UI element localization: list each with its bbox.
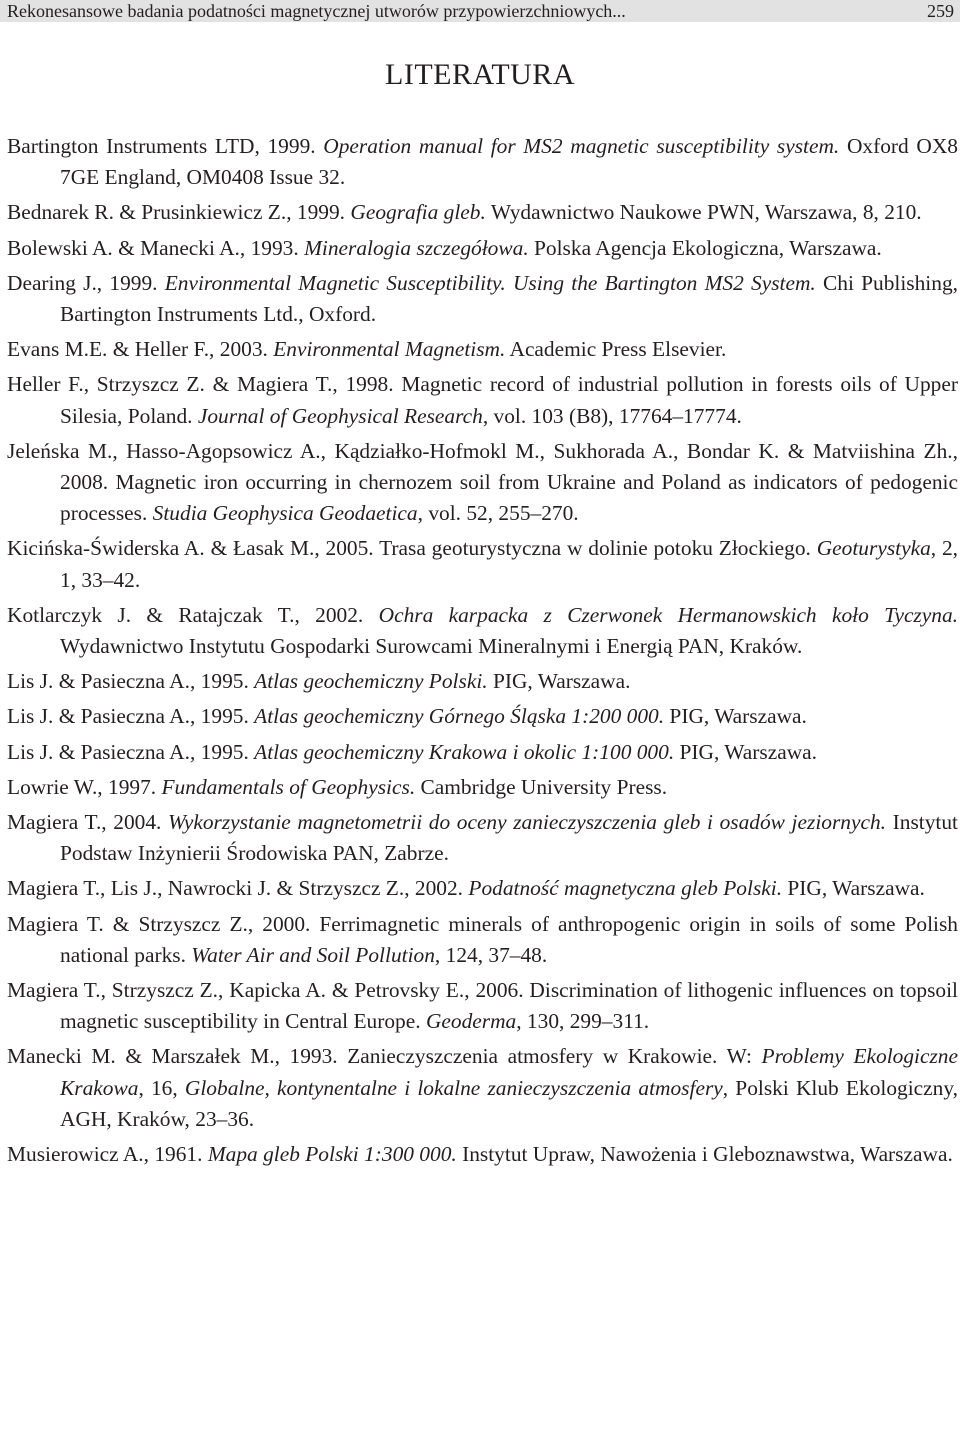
reference-text: Jeleńska M., Hasso-Agopsowicz A., Kądziałko-Hofmokl M., Sukhorada A., Bondar K. & Matviishina Zh., 2008. Magnetic iron occurring in chernozem soil from Ukraine and Poland as indicators of pedogenic processes. bbox=[7, 438, 958, 526]
reference-entry bbox=[7, 131, 958, 193]
reference-text: Instytut Upraw, Nawożenia i Gleboznawstwa, Warszawa. bbox=[456, 1142, 953, 1167]
reference-text: Magiera T., Lis J., Nawrocki J. & Strzyszcz Z., 2002. bbox=[7, 876, 469, 901]
reference-italic-text: Geoturystyka bbox=[816, 536, 931, 561]
reference-text: Lowrie W., 1997. bbox=[7, 774, 162, 799]
reference-text: , vol. 103 (B8), 17764–17774. bbox=[482, 403, 742, 428]
reference-entry bbox=[7, 268, 958, 330]
reference-text: Lis J. & Pasieczna A., 1995. bbox=[7, 739, 255, 764]
reference-text: Polska Agencja Ekologiczna, Warszawa. bbox=[528, 235, 882, 260]
reference-italic-text: Atlas geochemiczny Polski. bbox=[254, 669, 488, 694]
reference-entry bbox=[7, 1139, 958, 1170]
reference-italic-text: Journal of Geophysical Research bbox=[197, 403, 483, 428]
reference-text: Lis J. & Pasieczna A., 1995. bbox=[7, 704, 255, 729]
reference-entry bbox=[7, 873, 958, 904]
reference-italic-text: Atlas geochemiczny Krakowa i okolic 1:100 000. bbox=[254, 739, 675, 764]
reference-text: , 2, 1, 33–42. bbox=[60, 536, 958, 592]
reference-text: Lis J. & Pasieczna A., 1995. bbox=[7, 669, 255, 694]
reference-italic-text: Fundamentals of Geophysics. bbox=[161, 774, 416, 799]
reference-text: PIG, Warszawa. bbox=[664, 704, 807, 729]
reference-text: Instytut Podstaw Inżynierii Środowiska PAN, Zabrze. bbox=[60, 810, 958, 866]
reference-text: PIG, Warszawa. bbox=[782, 876, 925, 901]
reference-italic-text: Geografia gleb. bbox=[350, 200, 486, 225]
reference-italic-text: Environmental Magnetism. bbox=[273, 337, 506, 362]
reference-text: Musierowicz A., 1961. bbox=[7, 1142, 208, 1167]
running-title: Rekonesansowe badania podatności magnetycznej utworów przypowierzchniowych... bbox=[7, 1, 626, 21]
reference-italic-text: Studia Geophysica Geodaetica bbox=[152, 501, 418, 526]
reference-entry bbox=[7, 533, 958, 595]
reference-text: Kotlarczyk J. & Ratajczak T., 2002. bbox=[7, 602, 379, 627]
page-number: 259 bbox=[927, 1, 954, 21]
reference-italic-text: Environmental Magnetic Susceptibility. Using the Bartington MS2 System. bbox=[164, 270, 816, 295]
reference-text: Bartington Instruments LTD, 1999. bbox=[7, 134, 324, 158]
section-title: LITERATURA bbox=[385, 58, 575, 91]
reference-text: Cambridge University Press. bbox=[415, 774, 668, 799]
reference-entry bbox=[7, 600, 958, 662]
reference-entry bbox=[7, 233, 958, 264]
reference-italic-text: Ochra karpacka z Czerwonek Hermanowskich koło Tyczyna. bbox=[378, 602, 958, 627]
reference-entry bbox=[7, 909, 958, 971]
reference-text: PIG, Warszawa. bbox=[487, 669, 631, 694]
reference-entry bbox=[7, 197, 958, 228]
reference-text: , 124, 37–48. bbox=[434, 942, 548, 967]
reference-entry bbox=[7, 772, 958, 803]
reference-entry bbox=[7, 1041, 958, 1135]
reference-italic-text: Mapa gleb Polski 1:300 000. bbox=[207, 1142, 457, 1167]
reference-text: Dearing J., 1999. bbox=[7, 270, 165, 295]
reference-text: Evans M.E. & Heller F., 2003. bbox=[7, 337, 274, 362]
reference-entry bbox=[7, 737, 958, 768]
reference-text: Bednarek R. & Prusinkiewicz Z., 1999. bbox=[7, 200, 351, 225]
reference-text: Magiera T., Strzyszcz Z., Kapicka A. & Petrovsky E., 2006. Discrimination of lithogenic influences on topsoil magnetic susceptibility in Central Europe. bbox=[7, 978, 958, 1034]
reference-text: PIG, Warszawa. bbox=[674, 739, 817, 764]
reference-text: Magiera T., 2004. bbox=[7, 810, 168, 835]
reference-entry bbox=[7, 436, 958, 530]
reference-text: , Polski Klub Ekologiczny, AGH, Kraków, 23–36. bbox=[60, 1075, 958, 1131]
reference-entry bbox=[7, 334, 958, 365]
reference-italic-text: Wykorzystanie magnetometrii do oceny zanieczyszczenia gleb i osadów jeziornych. bbox=[168, 810, 887, 835]
reference-entry bbox=[7, 369, 958, 431]
reference-text: Heller F., Strzyszcz Z. & Magiera T., 1998. Magnetic record of industrial pollution in forests oils of Upper Silesia, Poland. bbox=[7, 372, 958, 428]
reference-text: , 16, bbox=[138, 1075, 185, 1100]
reference-text: Magiera T. & Strzyszcz Z., 2000. Ferrimagnetic minerals of anthropogenic origin in soils of some Polish national parks. bbox=[7, 911, 958, 967]
reference-italic-text: Mineralogia szczegółowa. bbox=[304, 235, 529, 260]
reference-italic-text: Globalne, kontynentalne i lokalne zanieczyszczenia atmosfery bbox=[184, 1075, 723, 1100]
reference-italic-text: Atlas geochemiczny Górnego Śląska 1:200 000. bbox=[254, 704, 665, 729]
reference-italic-text: Water Air and Soil Pollution bbox=[191, 942, 435, 967]
reference-italic-text: Podatność magnetyczna gleb Polski. bbox=[468, 876, 783, 901]
reference-entry bbox=[7, 701, 958, 732]
reference-italic-text: Operation manual for MS2 magnetic susceptibility system. bbox=[323, 134, 840, 158]
running-header bbox=[0, 0, 960, 22]
reference-text: Wydawnictwo Naukowe PWN, Warszawa, 8, 210. bbox=[485, 200, 922, 225]
reference-list bbox=[7, 131, 958, 1174]
reference-text: Wydawnictwo Instytutu Gospodarki Surowcami Mineralnymi i Energią PAN, Kraków. bbox=[60, 634, 803, 659]
reference-italic-text: Problemy Ekologiczne Krakowa bbox=[60, 1044, 958, 1100]
reference-text: Kicińska-Świderska A. & Łasak M., 2005. Trasa geoturystyczna w dolinie potoku Złockiego. bbox=[7, 536, 817, 561]
reference-text: , 130, 299–311. bbox=[516, 1009, 650, 1034]
reference-italic-text: Geoderma bbox=[425, 1009, 517, 1034]
reference-entry bbox=[7, 666, 958, 697]
reference-text: Bolewski A. & Manecki A., 1993. bbox=[7, 235, 305, 260]
reference-text: Chi Publishing, Bartington Instruments Ltd., Oxford. bbox=[60, 270, 958, 327]
reference-text: Academic Press Elsevier. bbox=[505, 337, 727, 362]
reference-entry bbox=[7, 807, 958, 869]
reference-text: Oxford OX8 7GE England, OM0408 Issue 32. bbox=[60, 134, 958, 190]
reference-entry bbox=[7, 975, 958, 1037]
reference-text: , vol. 52, 255–270. bbox=[417, 501, 579, 526]
reference-text: Manecki M. & Marszałek M., 1993. Zanieczyszczenia atmosfery w Krakowie. W: bbox=[7, 1044, 762, 1069]
